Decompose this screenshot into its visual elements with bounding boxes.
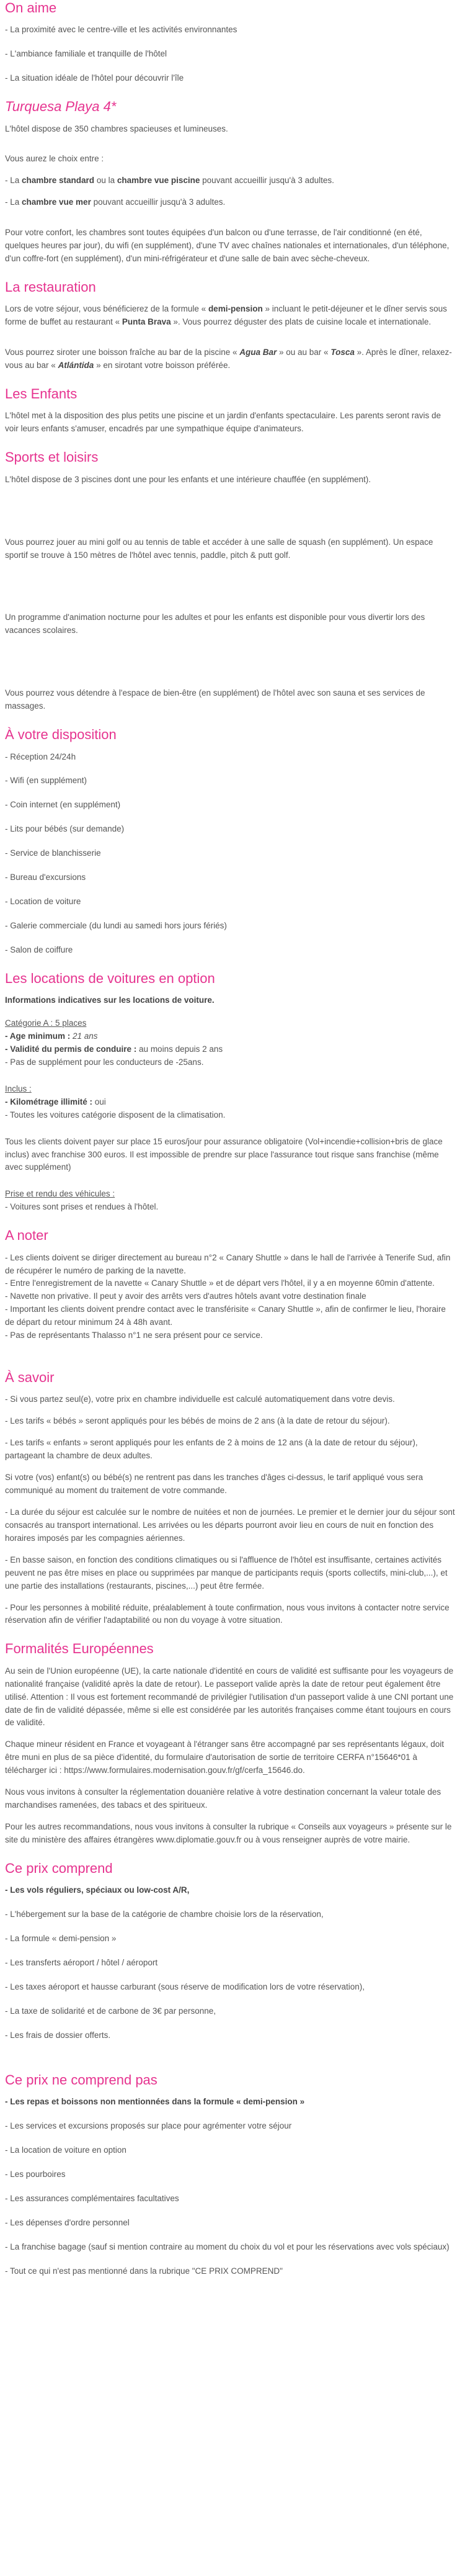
disposition-item: - Salon de coiffure [5,945,73,954]
savoir-item: - Pour les personnes à mobilité réduite, préalablement à toute confirmation, nous vous invitons à contacter notre service réservation afin de vérifier l'adaptabilité ou non du voyage à votre situation. [5,1602,450,1625]
disposition-item: - Réception 24/24h [5,752,76,761]
section-noter [5,1227,455,1342]
disposition-item: - Wifi (en supplément) [5,776,87,786]
section-title-hotel [5,99,455,115]
ne-comprend-item: - Les dépenses d'ordre personnel [5,2217,130,2227]
section-title-disposition: À votre disposition [5,727,117,743]
section-title-sports: Sports et loisirs [5,449,99,465]
disposition-item: - Location de voiture [5,897,81,907]
noter-item: - Pas de représentants Thalasso n°1 ne sera présent pour ce service. [5,1331,263,1340]
enfants-text: L'hôtel met à la disposition des plus petits une piscine et un jardin d'enfants spectaculaire. Les parents seront ravis de voir leurs enfants s'amuser, encadrés par une sympathique équipe d'animateurs. [5,411,441,434]
section-title-ne-comprend: Ce prix ne comprend pas [5,2071,157,2088]
prise-label: Prise et rendu des véhicules : [5,1189,115,1199]
bars-text: Vous pourrez siroter une boisson fraîche au bar de la piscine « Agua Bar » ou au bar « Tosca ». Après le dîner, relaxez-vous au bar « Atlántida » en sirotant votre boisson préférée. [5,348,452,370]
climatisation: - Toutes les voitures catégorie disposent de la climatisation. [5,1110,226,1120]
sports-wellness: Vous pourrez vous détendre à l'espace de bien-être (en supplément) de l'hôtel avec son sauna et ses services de massages. [5,688,425,711]
section-title-location: Les locations de voitures en option [5,970,215,986]
room-option-standard: - La chambre standard ou la chambre vue piscine pouvant accueillir jusqu'à 3 adultes. [5,176,334,186]
section-title-enfants: Les Enfants [5,386,78,402]
section-title-noter: A noter [5,1227,48,1244]
formalites-customs: Nous vous invitons à consulter la réglementation douanière relative à votre destination concernant la valeur totale des marchandises ramenées, des tabacs et des spiritueux. [5,1787,441,1810]
room-choice-label: Vous aurez le choix entre : [5,154,104,164]
sports-activities: Vous pourrez jouer au mini golf ou au tennis de table et accéder à une salle de squash (en supplément). Un espace sportif se trouve à 150 mètres de l'hôtel avec tennis, paddle, pitch & putt golf. [5,537,433,560]
section-comprend [5,1860,455,2042]
section-sports [5,449,455,713]
kilometrage: - Kilométrage illimité : oui [5,1097,106,1106]
inclus-label: Inclus : [5,1084,32,1093]
section-title-restauration: La restauration [5,279,96,295]
section-location [5,971,455,1214]
section-on-aime [5,0,455,85]
savoir-item: Si votre (vos) enfant(s) ou bébé(s) ne rentrent pas dans les tranches d'âges ci-dessus, le tarif appliqué vous sera communiqué au moment du traitement de votre commande. [5,1473,423,1496]
prise-value: - Voitures sont prises et rendues à l'hôtel. [5,1202,159,1212]
ne-comprend-item: - La location de voiture en option [5,2145,126,2155]
savoir-item: - Les tarifs « bébés » seront appliqués pour les bébés de moins de 2 ans (à la date de retour du séjour). [5,1416,390,1426]
on-aime-item: - La situation idéale de l'hôtel pour découvrir l'île [5,73,184,83]
comprend-lead: - Les vols réguliers, spéciaux ou low-cost A/R, [5,1885,190,1895]
hotel-intro: L'hôtel dispose de 350 chambres spacieuses et lumineuses. [5,123,228,133]
ne-comprend-item: - Les assurances complémentaires facultatives [5,2193,179,2203]
formalites-minors: Chaque mineur résident en France et voyageant à l'étranger sans être accompagné par ses représentants légaux, doit être muni en plus de sa pièce d'identité, du formulaire d'autorisation de sortie de territoire CERFA n°15646*01 à télécharger ici : https://www.formulaires.modernisation.gouv.fr/gf/cerfa_15646.do. [5,1739,444,1775]
on-aime-item: - L'ambiance familiale et tranquille de l'hôtel [5,49,167,59]
formalites-id: Au sein de l'Union européenne (UE), la carte nationale d'identité en cours de validité est suffisante pour les voyageurs de nationalité française (validité après la date de retour). Le passeport valide après la date de retour peut également être utilisé. Attention : Il vous est fortement recommandé de privilégier l'utilisation d'un passeport valide à une CNI portant une date de fin de validité dépassée, même si elle est considérée par les autorités françaises comme étant toujours en cours de validité. [5,1666,454,1728]
comprend-item: - La formule « demi-pension » [5,1934,117,1944]
disposition-item: - Galerie commerciale (du lundi au samedi hors jours fériés) [5,921,227,930]
noter-item: - Navette non privative. Il peut y avoir des arrêts vers d'autres hôtels avant votre destination finale [5,1291,366,1301]
section-title-on-aime: On aime [5,0,57,16]
noter-item: - Important les clients doivent prendre contact avec le transférisite « Canary Shuttle », afin de confirmer le lieu, l'horaire de départ du retour minimum 24 à 48h avant. [5,1304,446,1327]
age-minimum: - Age minimum : 21 ans [5,1031,98,1041]
disposition-item: - Service de blanchisserie [5,848,101,858]
ne-comprend-lead: - Les repas et boissons non mentionnées dans la formule « demi-pension » [5,2097,305,2107]
hotel-name: Turquesa Playa 4* [5,99,117,115]
insurance-fee: Tous les clients doivent payer sur place 15 euros/jour pour assurance obligatoire (Vol+incendie+collision+bris de glace inclus) avec franchise 300 euros. Il est impossible de prendre sur place l'assurance tout risque sans franchise (même avec supplément) [5,1136,443,1172]
room-option-sea-view: - La chambre vue mer pouvant accueillir jusqu'à 3 adultes. [5,197,226,207]
comprend-item: - La taxe de solidarité et de carbone de 3€ par personne, [5,2006,216,2016]
disposition-item: - Lits pour bébés (sur demande) [5,824,125,834]
sports-pools: L'hôtel dispose de 3 piscines dont une pour les enfants et une intérieure chauffée (en supplément). [5,474,371,484]
location-prise [5,1188,455,1214]
permis-validity: - Validité du permis de conduire : au moins depuis 2 ans [5,1044,223,1054]
location-category [5,1017,455,1069]
section-title-comprend: Ce prix comprend [5,1860,113,1876]
category-label: Catégorie A : 5 places [5,1018,87,1028]
location-subtitle: Informations indicatives sur les locations de voiture. [5,995,215,1005]
comprend-item: - Les transferts aéroport / hôtel / aéroport [5,1957,158,1967]
section-ne-comprend [5,2072,455,2278]
comprend-item: - Les taxes aéroport et hausse carburant (sous réserve de modification lors de votre réservation), [5,1981,365,1991]
savoir-item: - En basse saison, en fonction des conditions climatiques ou si l'affluence de l'hôtel est insuffisante, certaines activités peuvent ne pas être mises en place ou supprimées par manque de participants requis (sports collectifs, mini-club,...), et une partie des installations (restaurants, piscines,...) peut être fermée. [5,1555,448,1591]
room-comfort: Pour votre confort, les chambres sont toutes équipées d'un balcon ou d'une terrasse, de l'air conditionné (en été, quelques heures par jour), du wifi (en supplément), d'une TV avec chaînes nationales et internationales, d'un téléphone, d'un coffre-fort (en supplément), d'un mini-réfrigérateur et d'une salle de bain avec sèche-cheveux. [5,228,450,264]
section-restauration [5,279,455,372]
formalites-advice: Pour les autres recommandations, nous vous invitons à consulter la rubrique « Conseils aux voyageurs » présente sur le site du ministère des affaires étrangères www.diplomatie.gouv.fr ou à vous renseigner auprès de votre mairie. [5,1821,452,1844]
section-formalites [5,1641,455,1846]
ne-comprend-item: - Les services et excursions proposés sur place pour agrémenter votre séjour [5,2120,292,2130]
savoir-item: - Si vous partez seul(e), votre prix en chambre individuelle est calculé automatiquement dans votre devis. [5,1394,395,1404]
section-savoir [5,1370,455,1627]
section-hotel [5,99,455,266]
ne-comprend-item: - Les pourboires [5,2169,66,2179]
location-inclus [5,1083,455,1122]
savoir-item: - La durée du séjour est calculée sur le nombre de nuitées et non de journées. Le premier et le dernier jour du séjour sont consacrés au transport international. Les arrivées ou les départs pourront avoir lieu en cours de nuit en fonction des horaires imposés par les compagnies aériennes. [5,1507,455,1543]
section-enfants [5,386,455,436]
noter-item: - Entre l'enregistrement de la navette « Canary Shuttle » et de départ vers l'hôtel, il y a en moyenne 60min d'attente. [5,1278,435,1288]
sports-animation: Un programme d'animation nocturne pour les adultes et pour les enfants est disponible pour vous divertir lors des vacances scolaires. [5,613,425,635]
restauration-text: Lors de votre séjour, vous bénéficierez de la formule « demi-pension » incluant le petit-déjeuner et le dîner servis sous forme de buffet au restaurant « Punta Brava ». Vous pourrez déguster des plats de cuisine locale et internationale. [5,304,447,327]
ne-comprend-item: - La franchise bagage (sauf si mention contraire au moment du choix du vol et pour les réservations avec vols spéciaux) [5,2242,450,2251]
ne-comprend-item: - Tout ce qui n'est pas mentionné dans la rubrique "CE PRIX COMPREND" [5,2266,283,2276]
savoir-item: - Les tarifs « enfants » seront appliqués pour les enfants de 2 à moins de 12 ans (à la date de retour du séjour), partageant la chambre de deux adultes. [5,1438,418,1461]
disposition-item: - Coin internet (en supplément) [5,800,121,810]
disposition-item: - Bureau d'excursions [5,873,86,882]
section-disposition [5,727,455,957]
comprend-item: - L'hébergement sur la base de la catégorie de chambre choisie lors de la réservation, [5,1910,324,1919]
section-title-savoir: À savoir [5,1370,55,1386]
section-title-formalites: Formalités Européennes [5,1641,154,1657]
noter-item: - Les clients doivent se diriger directement au bureau n°2 « Canary Shuttle » dans le hall de l'arrivée à Tenerife Sud, afin de récupérer le numéro de parking de la navette. [5,1252,451,1275]
no-young-driver-fee: - Pas de supplément pour les conducteurs de -25ans. [5,1057,204,1067]
comprend-item: - Les frais de dossier offerts. [5,2030,111,2040]
on-aime-item: - La proximité avec le centre-ville et les activités environnantes [5,25,237,35]
